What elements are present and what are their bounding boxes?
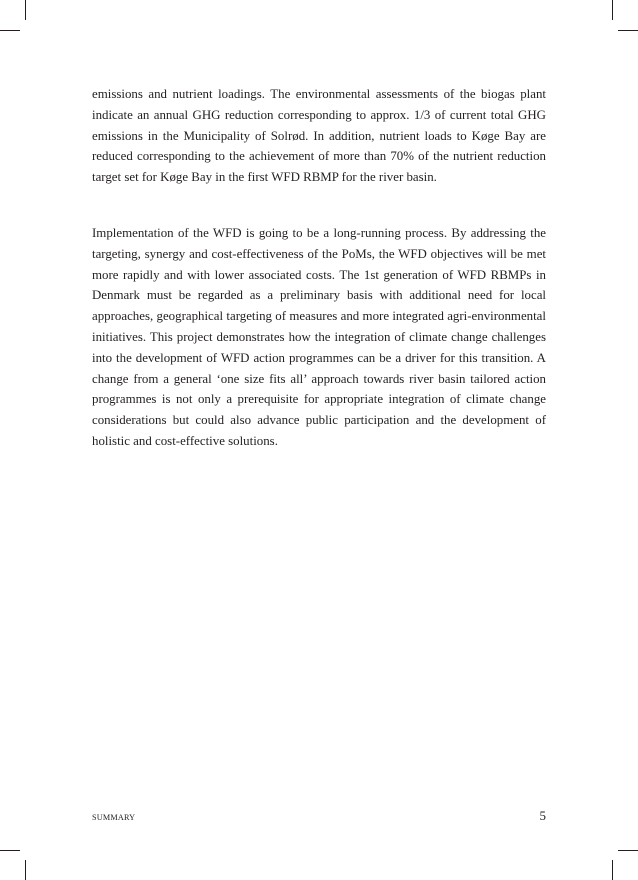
crop-mark-bottom-left-vertical	[25, 860, 26, 880]
crop-mark-bottom-right-vertical	[612, 860, 613, 880]
footer-section-label: SUMMARY	[92, 813, 136, 822]
page-number: 5	[539, 808, 546, 823]
crop-mark-top-right-vertical	[612, 0, 613, 20]
crop-mark-top-right-horizontal	[618, 30, 638, 31]
crop-mark-top-left-vertical	[25, 0, 26, 20]
crop-mark-bottom-right-horizontal	[618, 850, 638, 851]
crop-mark-top-left-horizontal	[0, 30, 20, 31]
crop-mark-bottom-left-horizontal	[0, 850, 20, 851]
body-paragraph-2: Implementation of the WFD is going to be a long-running process. By addressing the targeting, synergy and cost-effectiveness of the PoMs, the WFD objectives will be met more rapidly and with lower associated costs. The 1st generation of WFD RBMPs in Denmark must be regarded as a preliminary basis with additional need for local approaches, geographical targeting of measures and more integrated agri-environmental initiatives. This project demonstrates how the integration of climate change challenges into the development of WFD action programmes can be a driver for this transition. A change from a general ‘one size fits all’ approach towards river basin tailored action programmes is not only a prerequisite for appropriate integration of climate change considerations but could also advance public participation and the development of holistic and cost-effective solutions.	[92, 226, 546, 448]
body-paragraph-1: emissions and nutrient loadings. The environmental assessments of the biogas plant indicate an annual GHG reduction corresponding to approx. 1/3 of current total GHG emissions in the Municipality of Solrød. In addition, nutrient loads to Køge Bay are reduced corresponding to the achievement of more than 70% of the nutrient reduction target set for Køge Bay in the first WFD RBMP for the river basin.	[92, 87, 546, 185]
